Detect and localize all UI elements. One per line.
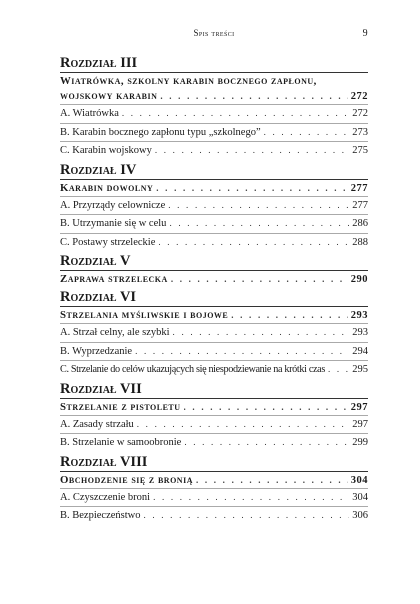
dot-leader	[173, 324, 349, 342]
entry-text: A. Wiatrówka	[60, 108, 119, 119]
entry-page-number: 272	[352, 108, 368, 119]
dot-leader	[143, 507, 349, 525]
chapter-label: Rozdział V	[60, 253, 131, 269]
section-entry[interactable]	[60, 124, 368, 142]
chapter-label: Rozdział VI	[60, 289, 137, 305]
chapter-rule	[60, 72, 368, 73]
dot-leader	[171, 272, 348, 287]
entry-page-number: 273	[352, 126, 368, 138]
dot-leader	[184, 434, 349, 452]
dot-leader	[153, 489, 349, 507]
dot-leader	[137, 416, 349, 434]
entry-page-number: 288	[352, 236, 368, 248]
running-title: Spis treści	[193, 28, 235, 38]
dot-leader	[135, 343, 349, 361]
chapter-label: Rozdział IV	[60, 161, 137, 178]
page-number: 9	[362, 28, 368, 39]
chapter-rule	[60, 471, 368, 472]
entry-text: Strzelania myśliwskie i bojowe	[60, 309, 229, 321]
entry-text: C. Karabin wojskowy	[60, 145, 152, 156]
chapter-label: Rozdział III	[60, 55, 138, 71]
entry-page-number: 277	[350, 182, 368, 194]
section-entry[interactable]	[60, 197, 368, 215]
entry-text: B. Wyprzedzanie	[60, 345, 133, 357]
section-entry[interactable]	[60, 507, 368, 525]
entry-text: A. Strzał celny, ale szybki	[60, 327, 170, 338]
entry-text: Zaprawa strzelecka	[60, 273, 168, 285]
entry-text: A. Zasady strzału	[60, 418, 134, 430]
entry-text: B. Utrzymanie się w celu	[60, 218, 167, 229]
section-entry[interactable]	[60, 489, 368, 507]
entry-text: Karabin dowolny	[60, 181, 154, 194]
entry-text: A. Przyrządy celownicze	[60, 199, 166, 211]
chapter-title-entry[interactable]	[60, 272, 368, 287]
entry-page-number: 304	[350, 474, 368, 486]
section-entry[interactable]	[60, 142, 368, 160]
dot-leader	[264, 124, 349, 142]
entry-page-number: 297	[352, 418, 368, 430]
chapter-rule	[60, 398, 368, 399]
chapter-title-entry[interactable]	[60, 89, 368, 104]
section-entry[interactable]	[60, 416, 368, 434]
dot-leader	[328, 361, 349, 379]
dot-leader	[231, 308, 348, 323]
entry-text: C. Postawy strzeleckie	[60, 236, 156, 248]
section-entry[interactable]	[60, 215, 368, 233]
dot-leader	[158, 234, 349, 252]
entry-page-number: 294	[352, 345, 368, 357]
dot-leader	[184, 400, 348, 415]
dot-leader	[168, 197, 349, 215]
chapter-rule	[60, 179, 368, 180]
chapter-label: Rozdział VII	[60, 380, 142, 397]
entry-page-number: 272	[350, 91, 368, 102]
entry-text: Strzelanie z pistoletu	[60, 400, 181, 413]
entry-page-number: 304	[352, 491, 368, 503]
chapter-rule	[60, 270, 368, 271]
entry-page-number: 275	[352, 145, 368, 156]
chapter-rule	[60, 306, 368, 307]
section-entry[interactable]	[60, 343, 368, 361]
entry-text: wojskowy karabin	[60, 90, 158, 102]
section-entry[interactable]	[60, 234, 368, 252]
entry-page-number: 293	[352, 327, 368, 338]
entry-page-number: 299	[352, 437, 368, 448]
table-of-contents	[60, 56, 368, 525]
entry-text: B. Karabin bocznego zapłonu typu „szkolnego”	[60, 126, 261, 138]
dot-leader	[155, 142, 349, 160]
entry-page-number: 295	[352, 364, 368, 375]
chapter-title-entry[interactable]	[60, 400, 368, 415]
section-entry[interactable]	[60, 434, 368, 452]
entry-text: A. Czyszczenie broni	[60, 491, 151, 503]
chapter-title-line: Wiatrówka, szkolny karabin bocznego zapłonu,	[60, 75, 317, 87]
dot-leader	[160, 89, 347, 104]
entry-page-number: 286	[352, 218, 368, 229]
entry-page-number: 277	[352, 199, 368, 211]
entry-text: B. Bezpieczeństwo	[60, 510, 141, 521]
entry-text: C. Strzelanie do celów ukazujących się niespodziewanie na krótki czas	[60, 364, 325, 375]
section-entry[interactable]	[60, 105, 368, 123]
entry-page-number: 290	[350, 274, 368, 285]
entry-page-number: 293	[350, 310, 368, 321]
dot-leader	[196, 473, 348, 488]
section-entry[interactable]	[60, 324, 368, 342]
chapter-title-entry[interactable]	[60, 181, 368, 196]
entry-text: B. Strzelanie w samoobronie	[60, 437, 182, 448]
chapter-title-entry[interactable]	[60, 473, 368, 488]
dot-leader	[122, 105, 349, 123]
entry-page-number: 306	[352, 510, 368, 521]
entry-text: Obchodzenie się z bronią	[60, 473, 193, 486]
section-entry[interactable]	[60, 361, 368, 379]
chapter-title-entry[interactable]	[60, 308, 368, 323]
dot-leader	[156, 181, 347, 196]
entry-page-number: 297	[350, 401, 368, 413]
running-header	[60, 28, 368, 42]
dot-leader	[169, 215, 349, 233]
chapter-label: Rozdział VIII	[60, 453, 148, 470]
